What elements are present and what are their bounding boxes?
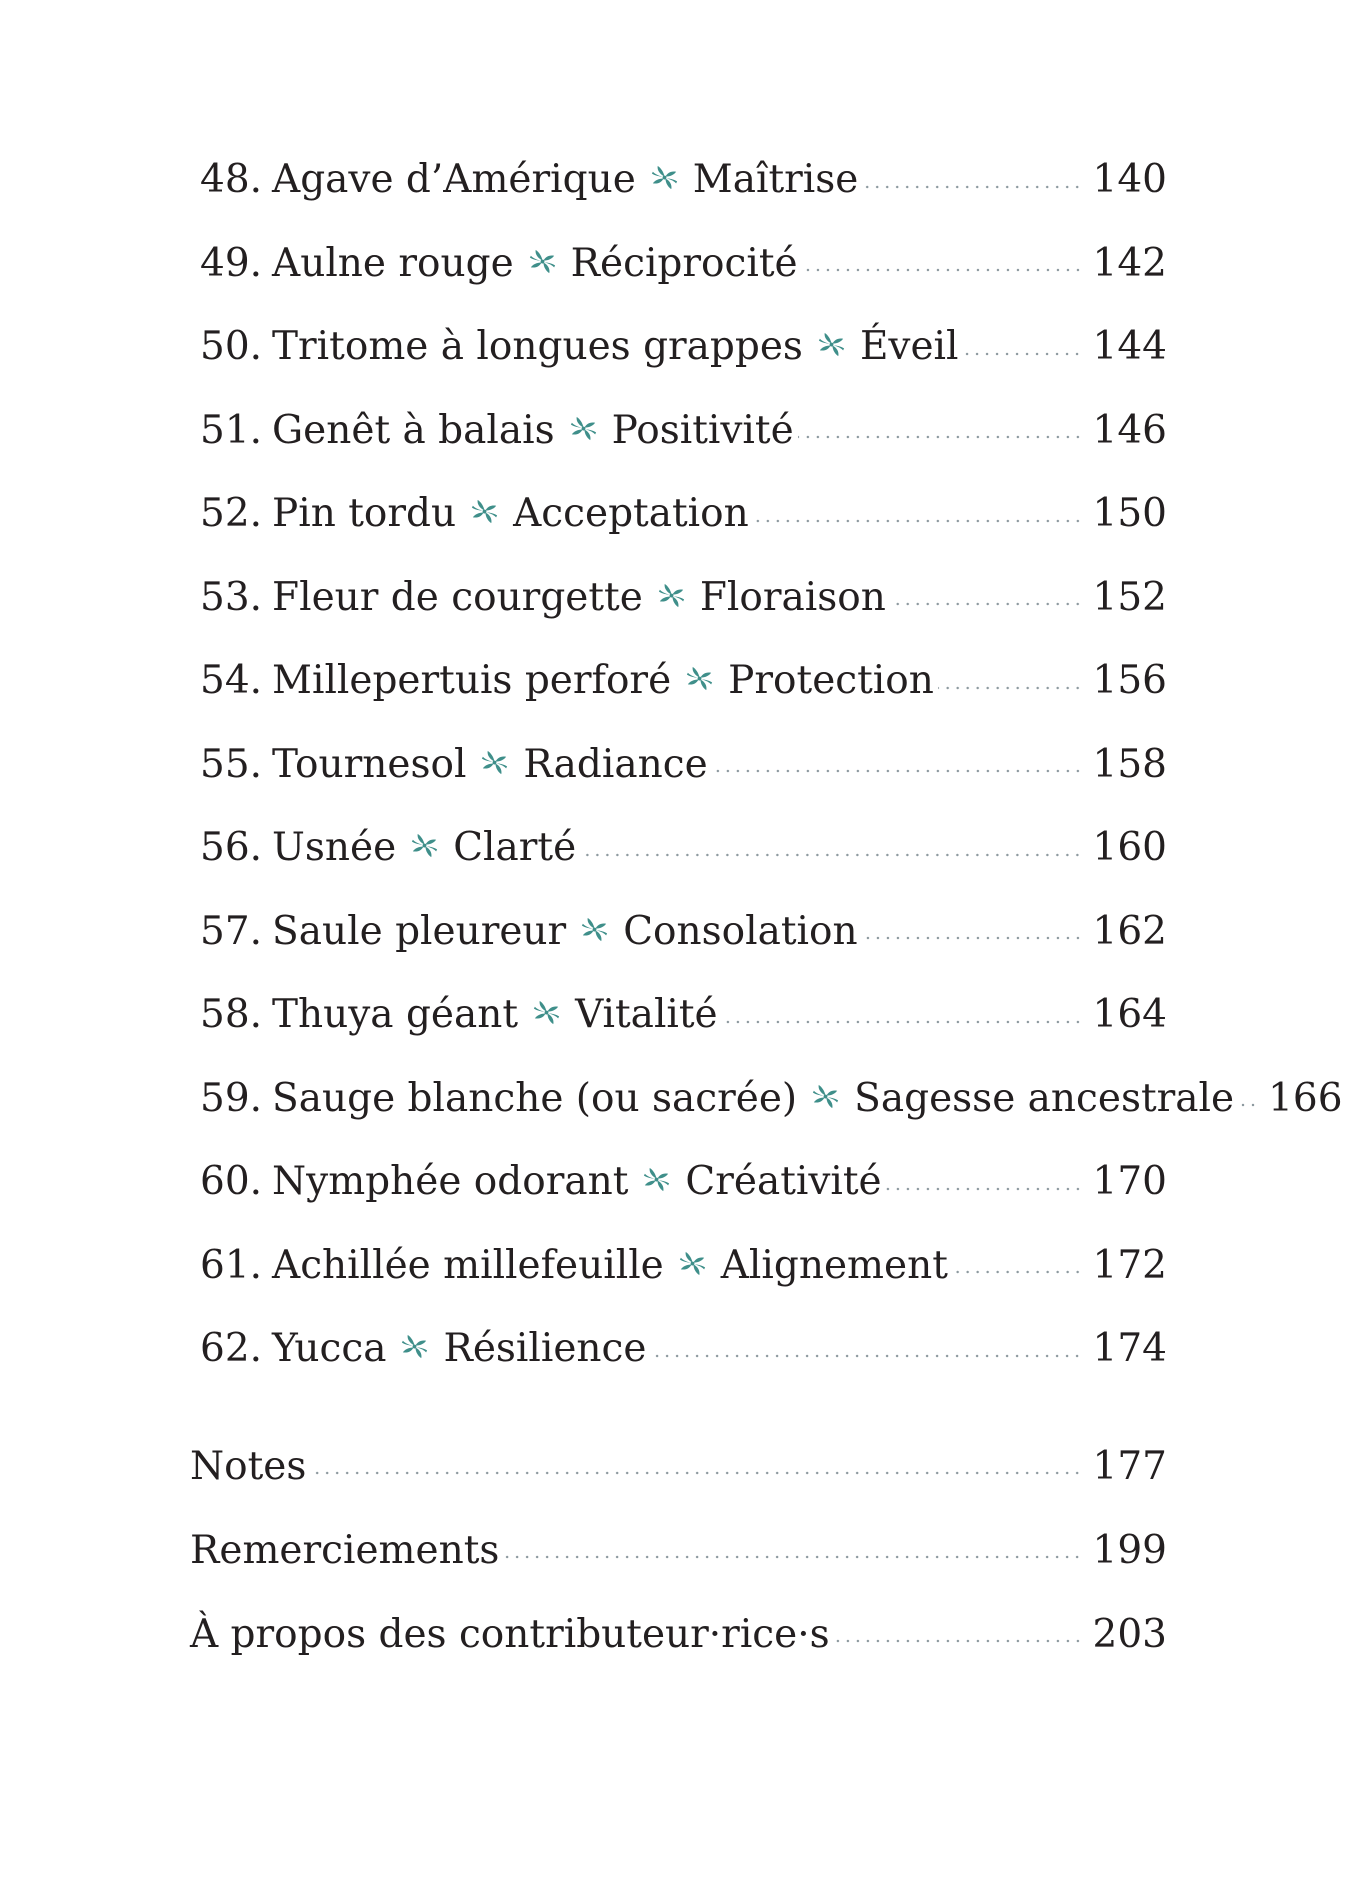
entry-plant: Aulne rouge — [272, 240, 514, 286]
entry-page: 152 — [1092, 574, 1167, 620]
entry-page: 158 — [1092, 741, 1167, 787]
leaf-fleuron-icon — [479, 747, 510, 778]
entry-number: 59. — [200, 1075, 263, 1121]
entry-page: 199 — [1092, 1527, 1167, 1573]
toc-entry[interactable] — [200, 1057, 1343, 1141]
entry-plant: Pin tordu — [272, 491, 457, 537]
entry-page: 140 — [1092, 157, 1167, 203]
leaf-fleuron-icon — [641, 1164, 672, 1195]
entry-number: 50. — [200, 324, 263, 370]
entry-theme: Résilience — [443, 1326, 647, 1372]
toc-entry[interactable] — [200, 138, 1167, 222]
entry-theme: Positivité — [611, 407, 794, 453]
entry-number: 62. — [200, 1326, 263, 1372]
toc-entry[interactable] — [200, 723, 1167, 807]
leaf-fleuron-icon — [649, 162, 680, 193]
entry-theme: Radiance — [523, 741, 708, 787]
entry-plant: Fleur de courgette — [272, 574, 643, 620]
entry-page: 146 — [1092, 407, 1167, 453]
leaf-fleuron-icon — [579, 914, 610, 945]
entry-page: 150 — [1092, 491, 1167, 537]
leaf-fleuron-icon — [531, 997, 562, 1028]
entry-number: 52. — [200, 491, 263, 537]
entry-theme: Sagesse ancestrale — [854, 1075, 1235, 1121]
entry-page: 203 — [1092, 1611, 1167, 1657]
leaf-fleuron-icon — [816, 329, 847, 360]
dot-leader — [722, 1019, 1083, 1025]
dot-leader — [938, 685, 1083, 691]
dot-leader — [886, 1186, 1083, 1192]
entry-page: 144 — [1092, 324, 1167, 370]
entry-plant: Tournesol — [272, 741, 467, 787]
entry-page: 177 — [1092, 1443, 1167, 1489]
leaf-fleuron-icon — [684, 663, 715, 694]
toc-entry[interactable] — [200, 389, 1167, 473]
entry-number: 57. — [200, 908, 263, 954]
back-matter-list — [190, 1424, 1167, 1676]
dot-leader — [580, 852, 1082, 858]
entry-number: 60. — [200, 1159, 263, 1205]
entry-theme: Clarté — [453, 825, 577, 871]
dot-leader — [962, 351, 1082, 357]
dot-leader — [310, 1470, 1082, 1476]
entry-plant: Millepertuis perforé — [272, 658, 672, 704]
entry-theme: Éveil — [859, 324, 959, 370]
entry-theme: Floraison — [699, 574, 886, 620]
dot-leader — [753, 518, 1083, 524]
entry-page: 160 — [1092, 825, 1167, 871]
toc-entry[interactable] — [200, 305, 1167, 389]
leaf-fleuron-icon — [810, 1081, 841, 1112]
entry-plant: Saule pleureur — [272, 908, 567, 954]
dot-leader — [503, 1554, 1082, 1560]
dot-leader — [1238, 1102, 1258, 1108]
dot-leader — [862, 935, 1083, 941]
toc-entry-acknowledgements[interactable] — [190, 1508, 1167, 1592]
toc-entry[interactable] — [200, 639, 1167, 723]
chapter-list — [200, 138, 1343, 1391]
toc-entry[interactable] — [200, 1307, 1167, 1391]
dot-leader — [890, 601, 1083, 607]
dot-leader — [650, 1353, 1082, 1359]
entry-theme: Créativité — [685, 1159, 882, 1205]
entry-number: 48. — [200, 157, 263, 203]
entry-number: 54. — [200, 658, 263, 704]
dot-leader — [952, 1269, 1083, 1275]
entry-page: 170 — [1092, 1159, 1167, 1205]
entry-theme: Vitalité — [575, 992, 718, 1038]
entry-number: 49. — [200, 240, 263, 286]
entry-theme: Consolation — [623, 908, 858, 954]
entry-page: 142 — [1092, 240, 1167, 286]
leaf-fleuron-icon — [656, 580, 687, 611]
entry-number: 61. — [200, 1242, 263, 1288]
entry-title: Notes — [190, 1443, 307, 1489]
toc-entry[interactable] — [200, 890, 1167, 974]
entry-title: Remerciements — [190, 1527, 500, 1573]
entry-plant: Tritome à longues grappes — [272, 324, 803, 370]
entry-theme: Maîtrise — [692, 157, 859, 203]
entry-number: 58. — [200, 992, 263, 1038]
entry-plant: Genêt à balais — [272, 407, 555, 453]
entry-page: 164 — [1092, 992, 1167, 1038]
entry-theme: Réciprocité — [570, 240, 798, 286]
dot-leader — [712, 768, 1083, 774]
toc-entry[interactable] — [200, 1224, 1167, 1308]
dot-leader — [834, 1638, 1083, 1644]
toc-entry[interactable] — [200, 1140, 1167, 1224]
entry-theme: Alignement — [720, 1242, 948, 1288]
leaf-fleuron-icon — [677, 1248, 708, 1279]
entry-number: 55. — [200, 741, 263, 787]
leaf-fleuron-icon — [399, 1331, 430, 1362]
leaf-fleuron-icon — [527, 246, 558, 277]
entry-page: 172 — [1092, 1242, 1167, 1288]
entry-plant: Sauge blanche (ou sacrée) — [272, 1075, 798, 1121]
toc-entry[interactable] — [200, 472, 1167, 556]
entry-number: 53. — [200, 574, 263, 620]
toc-entry[interactable] — [200, 556, 1167, 640]
entry-number: 51. — [200, 407, 263, 453]
toc-entry[interactable] — [200, 806, 1167, 890]
entry-plant: Thuya géant — [272, 992, 519, 1038]
entry-page: 174 — [1092, 1326, 1167, 1372]
leaf-fleuron-icon — [568, 413, 599, 444]
entry-page: 162 — [1092, 908, 1167, 954]
leaf-fleuron-icon — [409, 830, 440, 861]
entry-title: À propos des contributeur·rice·s — [190, 1611, 830, 1657]
entry-theme: Protection — [728, 658, 934, 704]
leaf-fleuron-icon — [469, 496, 500, 527]
toc-entry[interactable] — [200, 222, 1167, 306]
entry-plant: Achillée millefeuille — [272, 1242, 664, 1288]
entry-plant: Nymphée odorant — [272, 1159, 629, 1205]
toc-entry[interactable] — [200, 973, 1167, 1057]
dot-leader — [798, 434, 1083, 440]
entry-number: 56. — [200, 825, 263, 871]
toc-entry-notes[interactable] — [190, 1424, 1167, 1508]
entry-plant: Yucca — [272, 1326, 387, 1372]
toc-entry-contributors[interactable] — [190, 1592, 1167, 1676]
entry-plant: Agave d’Amérique — [272, 157, 636, 203]
entry-page: 166 — [1268, 1075, 1343, 1121]
dot-leader — [802, 267, 1083, 273]
entry-plant: Usnée — [272, 825, 397, 871]
dot-leader — [862, 184, 1082, 190]
entry-page: 156 — [1092, 658, 1167, 704]
entry-theme: Acceptation — [513, 491, 749, 537]
